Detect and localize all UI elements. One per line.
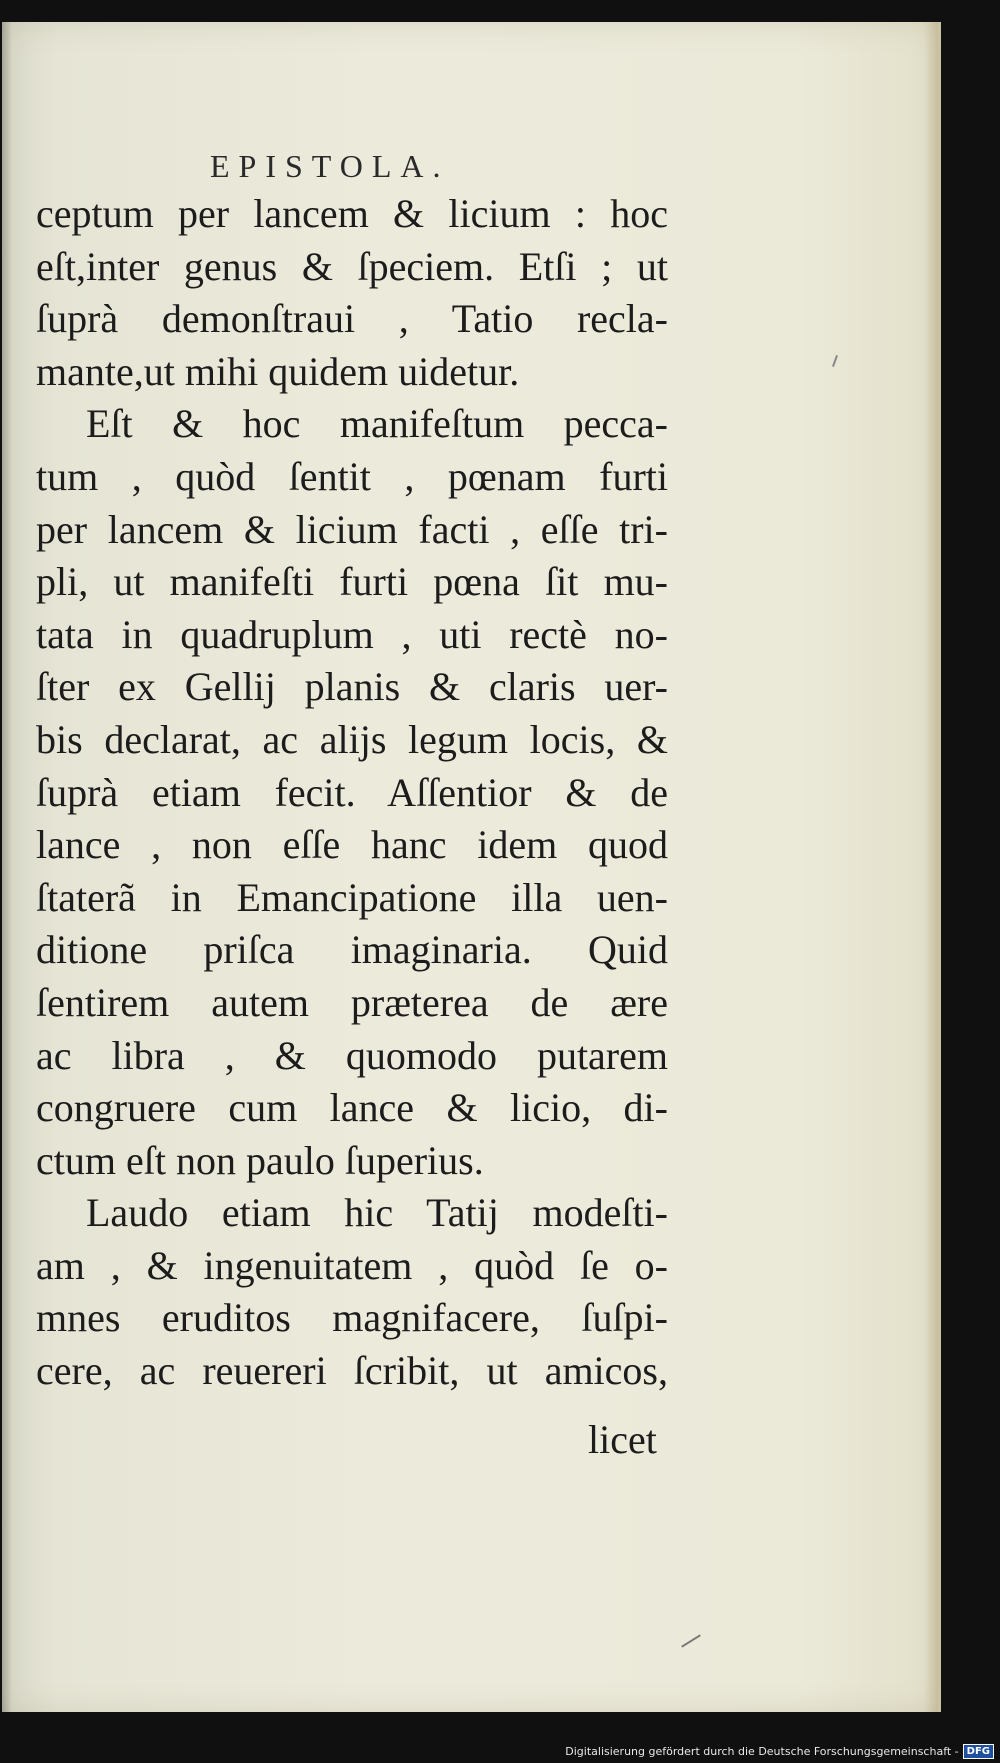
catchword: licet (588, 1417, 657, 1462)
page-blemish (681, 1634, 701, 1647)
dfg-logo-icon: DFG (963, 1744, 994, 1759)
text-line: bis declarat, ac alijs legum locis, & (36, 716, 668, 762)
text-line: eſt,inter genus & ſpeciem. Etſi ; ut (36, 243, 668, 289)
text-line: pli, ut manifeſti furti pœna ſit mu- (36, 559, 668, 605)
text-line: ſuprà demonſtraui , Tatio recla- (36, 296, 668, 342)
book-page (2, 22, 941, 1712)
text-line: congruere cum lance & licio, di- (36, 1085, 668, 1131)
text-line: Laudo etiam hic Tatij modeſti- (86, 1190, 668, 1236)
text-line: ſtaterã in Emancipatione illa uen- (36, 874, 668, 920)
text-line: mante,ut mihi quidem uidetur. (36, 348, 520, 394)
text-line: ac libra , & quomodo putarem (36, 1032, 668, 1078)
text-line: per lancem & licium facti , eſſe tri- (36, 506, 668, 552)
text-line: ctum eſt non paulo ſuperius. (36, 1137, 484, 1183)
digitization-credit (565, 1744, 994, 1759)
gutter-shadow (2, 22, 12, 1712)
text-line: ditione priſca imaginaria. Quid (36, 927, 668, 973)
page-blemish (832, 355, 838, 367)
text-line: am , & ingenuitatem , quòd ſe o- (36, 1242, 668, 1288)
text-line: lance , non eſſe hanc idem quod (36, 822, 668, 868)
text-line: Eſt & hoc manifeſtum pecca- (86, 401, 668, 447)
running-head: EPISTOLA. (210, 148, 450, 184)
text-line: ceptum per lancem & licium : hoc (36, 191, 668, 236)
text-block (36, 188, 668, 1398)
text-line: ſentirem autem præterea de ære (36, 979, 668, 1025)
text-line: tum , quòd ſentit , pœnam furti (36, 453, 668, 499)
text-line: mnes eruditos magnifacere, ſuſpi- (36, 1295, 668, 1341)
text-line: cere, ac reuereri ſcribit, ut amicos, (36, 1348, 668, 1394)
text-line: ſter ex Gellij planis & claris uer- (36, 664, 668, 710)
credit-text: Digitalisierung gefördert durch die Deutsche Forschungsgemeinschaft - (565, 1745, 959, 1758)
text-line: tata in quadruplum , uti rectè no- (36, 611, 668, 657)
text-line: ſuprà etiam fecit. Aſſentior & de (36, 769, 668, 815)
